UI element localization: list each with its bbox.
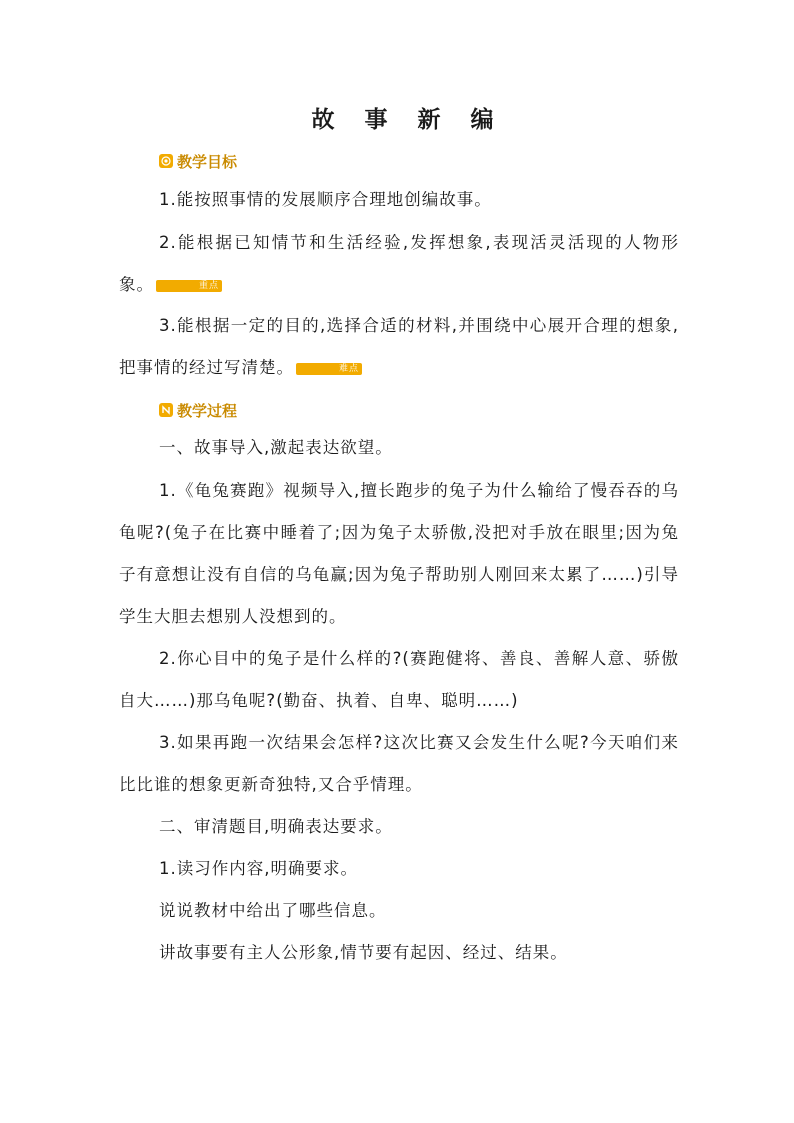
paragraph-text: 2.能根据已知情节和生活经验,发挥想象,表现活灵活现的人物形象。 xyxy=(119,233,679,294)
paragraph xyxy=(119,222,679,306)
paragraph: 二、审清题目,明确表达要求。 xyxy=(159,817,393,836)
paragraph: 一、故事导入,激起表达欲望。 xyxy=(159,438,393,457)
target-icon xyxy=(159,154,173,168)
paragraph: 1.能按照事情的发展顺序合理地创编故事。 xyxy=(159,190,492,209)
section-heading-goals xyxy=(159,151,237,171)
section-heading-label: 教学目标 xyxy=(177,152,238,171)
paragraph: 1.读习作内容,明确要求。 xyxy=(159,859,358,878)
page-title: 故 事 新 编 xyxy=(311,106,505,133)
paragraph: 1.《龟兔赛跑》视频导入,擅长跑步的兔子为什么输给了慢吞吞的乌龟呢?(兔子在比赛中睡着了;因为兔子太骄傲,没把对手放在眼里;因为兔子有意想让没有自信的乌龟赢;因为兔子帮助别人刚回来太累了……)引导学生大胆去想别人没想到的。 xyxy=(119,481,679,626)
paragraph: 说说教材中给出了哪些信息。 xyxy=(159,901,387,920)
paragraph xyxy=(119,305,679,389)
section-heading-label: 教学过程 xyxy=(177,401,238,420)
section-heading-process xyxy=(159,400,237,420)
paragraph: 3.如果再跑一次结果会怎样?这次比赛又会发生什么呢?今天咱们来比比谁的想象更新奇独特,又合乎情理。 xyxy=(119,733,679,794)
key-point-tag: 重点 xyxy=(156,280,222,292)
paragraph-text: 3.能根据一定的目的,选择合适的材料,并围绕中心展开合理的想象,把事情的经过写清楚。 xyxy=(119,316,679,377)
process-icon xyxy=(159,403,173,417)
difficulty-tag: 难点 xyxy=(296,363,362,375)
paragraph: 讲故事要有主人公形象,情节要有起因、经过、结果。 xyxy=(159,943,568,962)
paragraph: 2.你心目中的兔子是什么样的?(赛跑健将、善良、善解人意、骄傲自大……)那乌龟呢?(勤奋、执着、自卑、聪明……) xyxy=(119,649,679,710)
